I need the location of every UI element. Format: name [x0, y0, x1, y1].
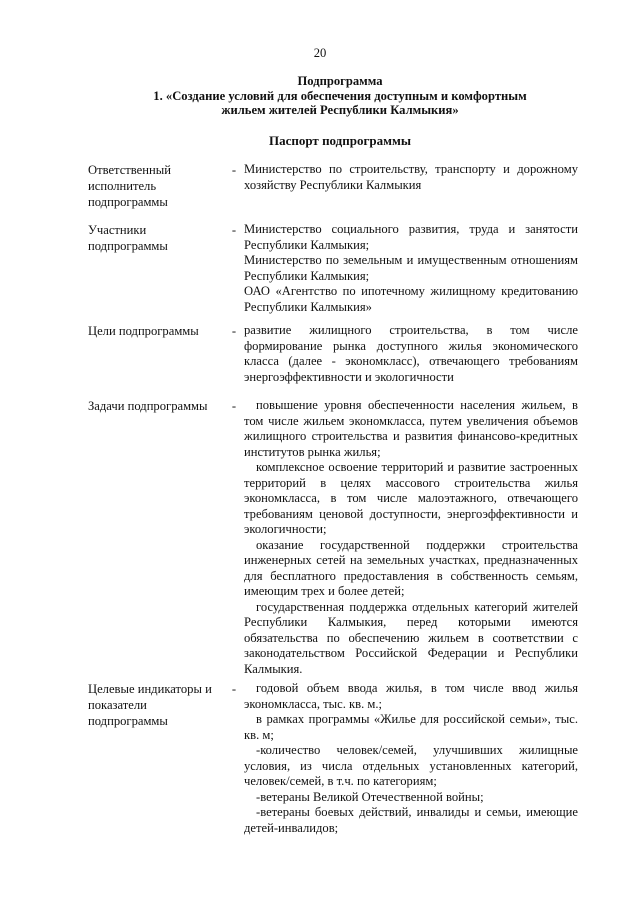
row-label: Цели подпрограммы: [88, 324, 199, 338]
row-paragraph: -ветераны Великой Отечественной войны;: [256, 789, 484, 804]
row-paragraph: оказание государственной поддержки строительства инженерных сетей на земельных участках, предназначенных для бесплатного предоставления в собственность семьям, имеющим трех и более детей;: [244, 537, 578, 598]
row-dash: -: [231, 399, 237, 413]
row-paragraph: Министерство по строительству, транспорту и дорожному хозяйству Республики Калмыкия: [244, 162, 578, 192]
row-paragraph: -количество человек/семей, улучшивших жилищные условия, из числа отдельных установленных категорий, человек/семей, в т.ч. по категориям;: [244, 743, 578, 788]
row-paragraph: ОАО «Агентство по ипотечному жилищному кредитованию Республики Калмыкия»: [244, 284, 578, 314]
subprogram-title-line: 1. «Создание условий для обеспечения доступным и комфортным: [153, 88, 527, 103]
row-paragraph: государственная поддержка отдельных категорий жителей Республики Калмыкия, перед которыми имеются обязательства по обеспечению жильем в соответствии с законодательством Российской Федерации и Республики Калмыкия.: [244, 599, 578, 676]
subprogram-title-line: Подпрограмма: [297, 74, 383, 88]
page-number: 20: [313, 46, 327, 60]
subprogram-title: [60, 74, 620, 118]
row-dash: -: [231, 324, 237, 338]
row-value: [244, 323, 578, 385]
row-dash: -: [231, 682, 237, 696]
row-label: Ответственный исполнитель подпрограммы: [88, 163, 171, 209]
row-label: Целевые индикаторы и показатели подпрограммы: [88, 682, 212, 728]
row-value: [244, 222, 578, 315]
row-paragraph: развитие жилищного строительства, в том числе формирование рынка доступного жилья экономического класса (далее - экономкласс), отвечающего требованиям энергоэффективности и экологичности: [244, 323, 578, 384]
row-value: [244, 162, 578, 193]
subprogram-title-line: жильем жителей Республики Калмыкия»: [221, 103, 459, 117]
row-dash: -: [231, 163, 237, 177]
row-paragraph: Министерство социального развития, труда и занятости Республики Калмыкия;: [244, 222, 578, 252]
row-paragraph: повышение уровня обеспеченности населения жильем, в том числе жильем экономкласса, путем увеличения объемов жилищного строительства и развития финансово-кредитных институтов рынка жилья;: [244, 398, 578, 459]
row-dash: -: [231, 223, 237, 237]
row-paragraph: годовой объем ввода жилья, в том числе ввод жилья экономкласса, тыс. кв. м.;: [244, 681, 578, 711]
row-paragraph: комплексное освоение территорий и развитие застроенных территорий в целях массового строительства жилья экономкласса, в том числе малоэтажного, отвечающего требованиям ценовой доступности, энергоэффективности и экологичности;: [244, 460, 578, 536]
row-label: Участники подпрограммы: [88, 223, 168, 253]
row-label: Задачи подпрограммы: [88, 399, 208, 413]
row-value: [244, 398, 578, 677]
passport-title: Паспорт подпрограммы: [269, 133, 411, 148]
row-paragraph: Министерство по земельным и имущественным отношениям Республики Калмыкия;: [244, 253, 578, 283]
row-paragraph: -ветераны боевых действий, инвалиды и семьи, имеющие детей-инвалидов;: [244, 805, 578, 835]
row-value: [244, 681, 578, 836]
row-paragraph: в рамках программы «Жилье для российской семьи», тыс. кв. м;: [244, 712, 578, 742]
